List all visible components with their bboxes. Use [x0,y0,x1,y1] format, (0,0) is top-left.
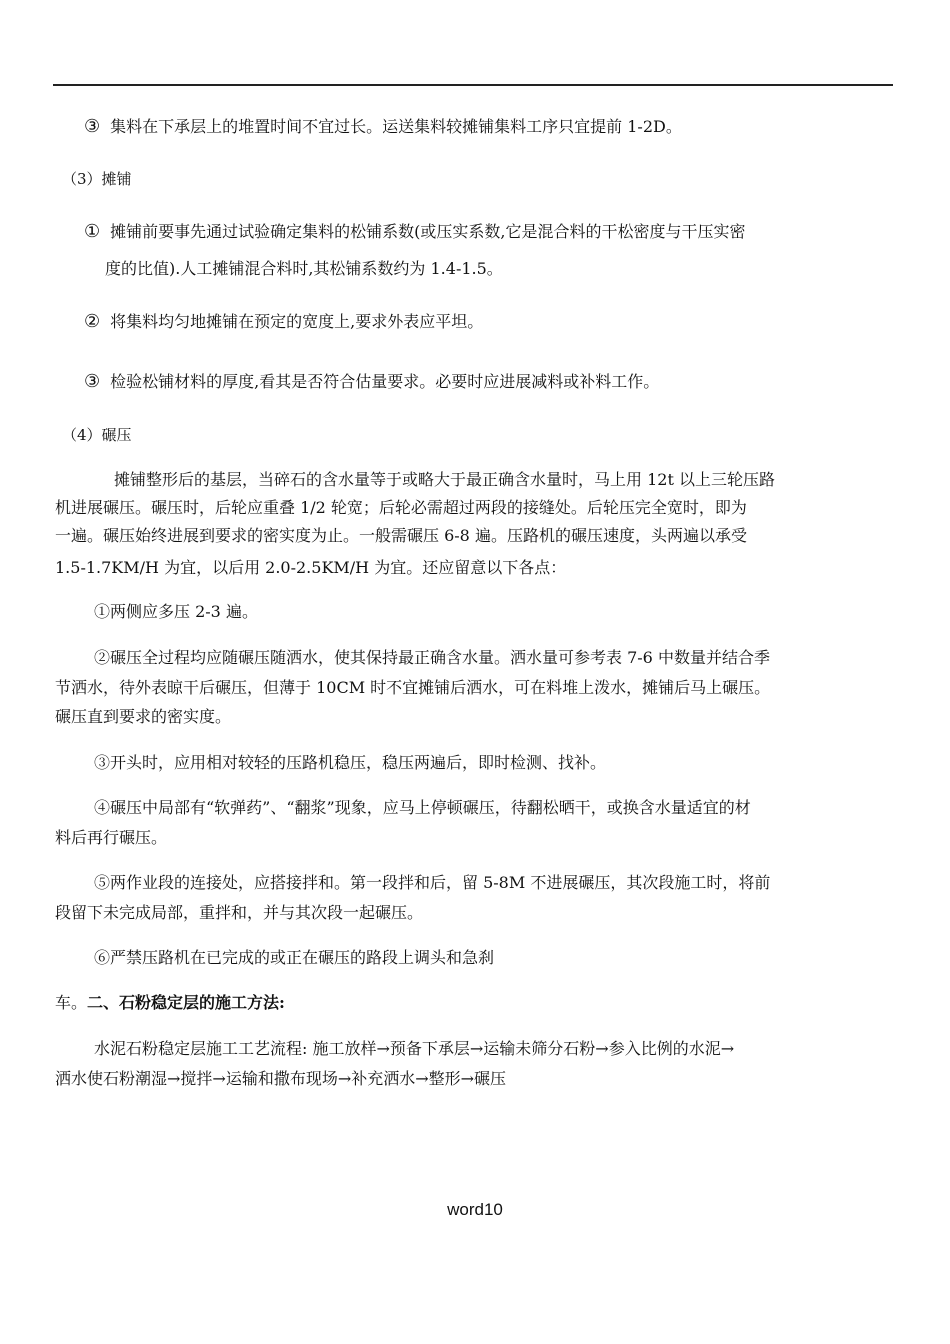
rolling-point-5-cont: 段留下未完成局部，重拌和，并与其次段一起碾压。 [55,903,424,922]
item-text: 检验松铺材料的厚度,看其是否符合估量要求。必要时应进展减料或补料工作。 [110,372,660,391]
rolling-point-2-cont: 节洒水，待外表晾干后碾压，但薄于 10CM 时不宜摊铺后洒水，可在料堆上泼水，摊铺后马上碾压。 [55,678,771,697]
stockpile-item [84,116,682,138]
page-footer: word10 [447,1200,503,1219]
section-2-title: 二、石粉稳定层的施工方法: [87,993,285,1012]
section-2-heading-line [55,992,285,1014]
item-text: 摊铺前要事先通过试验确定集料的松铺系数(或压实系数,它是混合料的干松密度与干压实密 [110,222,746,241]
rolling-paragraph-line: 一遍。碾压始终进展到要求的密实度为止。一般需碾压 6-8 遍。压路机的碾压速度，头两遍以承受 [55,526,747,545]
rolling-point-4-cont: 料后再行碾压。 [55,828,168,847]
item-text: 集料在下承层上的堆置时间不宜过长。运送集料较摊铺集料工序只宜提前 1-2D。 [110,117,682,136]
paving-item-3 [84,371,659,393]
section-heading-rolling: （4）碾压 [62,426,132,444]
rolling-paragraph-line: 1.5-1.7KM/H 为宜，以后用 2.0-2.5KM/H 为宜。还应留意以下各点： [55,558,567,577]
section-heading-paving: （3）摊铺 [62,170,132,188]
item-marker: ③ [84,371,101,392]
process-flow-line: 水泥石粉稳定层施工工艺流程: 施工放样→预备下承层→运输未筛分石粉→参入比例的水泥→ [94,1039,735,1058]
item-marker: ② [84,311,101,332]
item-marker: ① [84,221,101,242]
rolling-point-4: ④碾压中局部有“软弹药”、“翻浆”现象，应马上停顿碾压，待翻松晒干，或换含水量适宜的材 [94,798,751,817]
rolling-point-3: ③开头时，应用相对较轻的压路机稳压，稳压两遍后，即时检测、找补。 [94,753,607,772]
paving-item-1 [84,221,745,243]
item-text: 将集料均匀地摊铺在预定的宽度上,要求外表应平坦。 [110,312,484,331]
process-flow-line: 洒水使石粉潮湿→搅拌→运输和撒布现场→补充洒水→整形→碾压 [55,1069,507,1088]
rolling-paragraph-line: 机进展碾压。碾压时，后轮应重叠 1/2 轮宽；后轮必需超过两段的接缝处。后轮压完全宽时，即为 [55,498,747,517]
paving-item-1-cont: 度的比值).人工摊铺混合料时,其松铺系数约为 1.4-1.5。 [105,259,503,278]
rolling-point-5: ⑤两作业段的连接处，应搭接拌和。第一段拌和后，留 5-8M 不进展碾压，其次段施工时，将前 [94,873,771,892]
rolling-point-1: ①两侧应多压 2-3 遍。 [94,602,258,621]
continuation-text: 车。 [55,993,88,1012]
header-rule [53,84,893,86]
rolling-point-2-cont: 碾压直到要求的密实度。 [55,707,232,726]
paving-item-2 [84,311,483,333]
rolling-paragraph-line: 摊铺整形后的基层，当碎石的含水量等于或略大于最正确含水量时，马上用 12t 以上三轮压路 [114,470,775,489]
rolling-point-6: ⑥严禁压路机在已完成的或正在碾压的路段上调头和急刹 [94,948,495,967]
rolling-point-2: ②碾压全过程均应随碾压随洒水，使其保持最正确含水量。洒水量可参考表 7-6 中数量并结合季 [94,648,770,667]
item-marker: ③ [84,116,101,137]
